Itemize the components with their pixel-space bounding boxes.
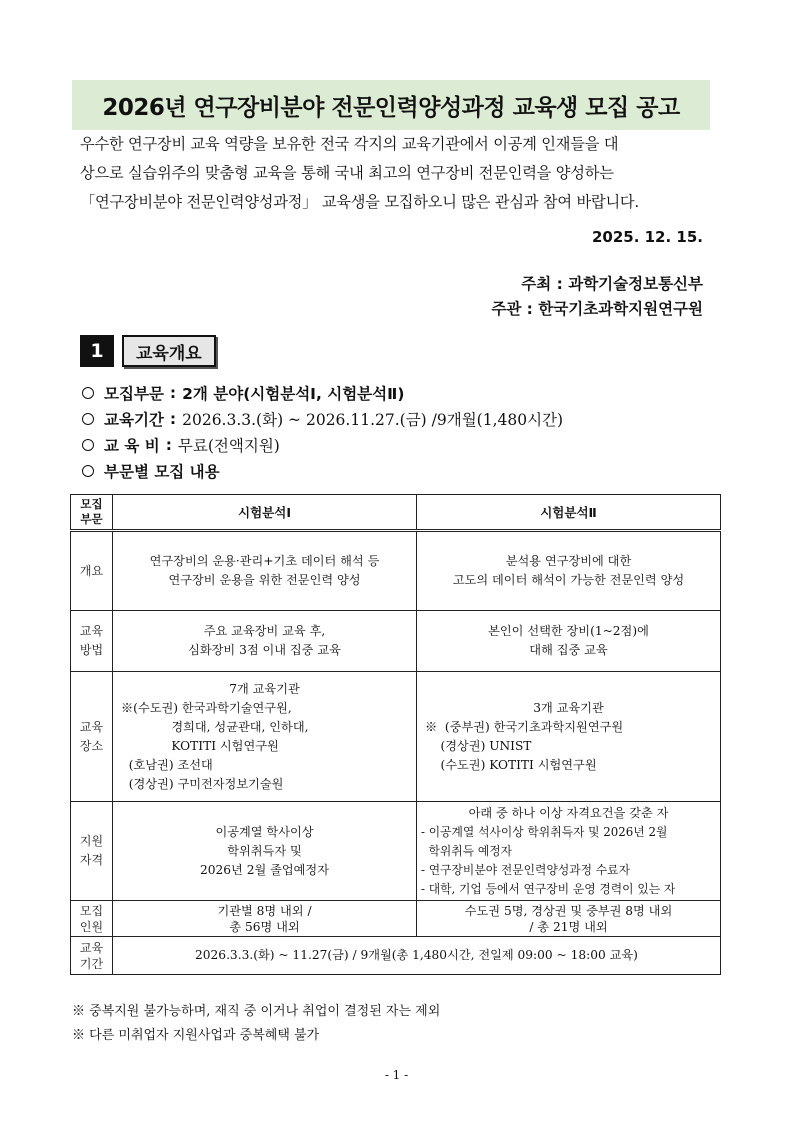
- page-number: - 1 -: [384, 1068, 409, 1082]
- overview-bullets: [80, 380, 720, 484]
- header-rowhead: 모집 부문: [71, 495, 113, 531]
- location-2-title: 3개 교육기관: [533, 700, 604, 715]
- location-2-body: ※ (중부권) 한국기초과학지원연구원 (경상권) UNIST (수도권) KOTITI 시험연구원: [425, 719, 624, 772]
- table-row-method: [71, 611, 721, 672]
- qualification-2-body: - 이공계열 석사이상 학위취득자 및 2026년 2월 학위취득 예정자 - 연구장비분야 전문인력양성과정 수료자 - 대학, 기업 등에서 연구장비 운영 경력이 있는 자: [421, 824, 676, 896]
- bullet-label: 모집부문: [104, 385, 164, 403]
- bullet-value: 무료(전액지원): [177, 437, 280, 455]
- intro-paragraph: [80, 130, 708, 217]
- intro-line: 「연구장비분야 전문인력양성과정」 교육생을 모집하오니 많은 관심과 참여 바랍니다.: [80, 193, 640, 211]
- cell-location-2: [417, 672, 721, 802]
- bullet-recruitment-details: [80, 458, 720, 484]
- bullet-label: 교 육 비: [104, 437, 160, 455]
- cell-location-1: [113, 672, 417, 802]
- cell-qualification-1: 이공계열 학사이상 학위취득자 및 2026년 2월 졸업예정자: [113, 802, 417, 901]
- row-label: 교육 장소: [71, 672, 113, 802]
- page-title: [72, 80, 710, 130]
- intro-line: 상으로 실습위주의 맞춤형 교육을 통해 국내 최고의 연구장비 전문인력을 양성하는: [80, 164, 614, 182]
- bullet-recruit-field: 모집부문 : 2개 분야(시험분석Ⅰ, 시험분석Ⅱ): [80, 380, 720, 406]
- row-label: 교육 기간: [71, 937, 113, 975]
- header-test-analysis-1: 시험분석Ⅰ: [113, 495, 417, 531]
- intro-line: 우수한 연구장비 교육 역량을 보유한 전국 각지의 교육기관에서 이공계 인재들을 대: [80, 135, 619, 153]
- circle-bullet-icon: [82, 439, 94, 451]
- cell-method-1: 주요 교육장비 교육 후, 심화장비 3점 이내 집중 교육: [113, 611, 417, 672]
- bullet-value: 2026.3.3.(화) ~ 2026.11.27.(금) /9개월(1,480시간): [182, 411, 564, 429]
- table-row-qualification: [71, 802, 721, 901]
- bullet-label: 교육기간: [104, 411, 164, 429]
- bullet-education-period: 교육기간 : 2026.3.3.(화) ~ 2026.11.27.(금) /9개월(1,480시간): [80, 406, 720, 432]
- cell-period: 2026.3.3.(화) ~ 11.27(금) / 9개월(총 1,480시간, 전일제 09:00 ~ 18:00 교육): [113, 937, 721, 975]
- table-row-quota: [71, 901, 721, 937]
- cell-overview-2: 분석용 연구장비에 대한 고도의 데이터 해석이 가능한 전문인력 양성: [417, 531, 721, 611]
- table-row-period: [71, 937, 721, 975]
- circle-bullet-icon: [82, 387, 94, 399]
- row-label: 개요: [71, 531, 113, 611]
- host-line: 주최 : 과학기술정보통신부: [521, 275, 703, 293]
- cell-quota-2: 수도권 5명, 경상권 및 중부권 8명 내외 / 총 21명 내외: [417, 901, 721, 937]
- row-label: 교육 방법: [71, 611, 113, 672]
- section-heading: [80, 335, 216, 367]
- header-test-analysis-2: 시험분석Ⅱ: [417, 495, 721, 531]
- bullet-label: 부문별 모집 내용: [104, 463, 220, 481]
- bullet-value: 2개 분야(시험분석Ⅰ, 시험분석Ⅱ): [182, 385, 405, 403]
- cell-method-2: 본인이 선택한 장비(1~2점)에 대해 집중 교육: [417, 611, 721, 672]
- row-label: 지원 자격: [71, 802, 113, 901]
- row-label: 모집 인원: [71, 901, 113, 937]
- location-1-title: 7개 교육기관: [229, 681, 300, 696]
- qualification-2-title: 아래 중 하나 이상 자격요건을 갖춘 자: [468, 805, 669, 820]
- organizer-line: 주관 : 한국기초과학지원연구원: [491, 300, 703, 318]
- table-row-location: [71, 672, 721, 802]
- table-header-row: [71, 495, 721, 531]
- note-line: ※ 다른 미취업자 지원사업과 중복혜택 불가: [72, 1028, 320, 1043]
- section-title: 교육개요: [122, 335, 216, 367]
- cell-quota-1: 기관별 8명 내외 / 총 56명 내외: [113, 901, 417, 937]
- circle-bullet-icon: [82, 465, 94, 477]
- note-line: ※ 중복지원 불가능하며, 재직 중 이거나 취업이 결정된 자는 제외: [72, 1004, 441, 1019]
- cell-overview-1: 연구장비의 운용·관리+기초 데이터 해석 등 연구장비 운용을 위한 전문인력 양성: [113, 531, 417, 611]
- section-number: 1: [80, 335, 114, 367]
- circle-bullet-icon: [82, 413, 94, 425]
- cell-qualification-2: [417, 802, 721, 901]
- notes: [72, 1000, 440, 1048]
- location-1-body: ※(수도권) 한국과학기술연구원, 경희대, 성균관대, 인하대, KOTITI 시험연구원 (호남권) 조선대 (경상권) 구미전자정보기술원: [121, 700, 309, 791]
- title-text: 2026년 연구장비분야 전문인력양성과정 교육생 모집 공고: [102, 94, 680, 121]
- announcement-date: 2025. 12. 15.: [591, 228, 703, 246]
- recruitment-table: [70, 494, 721, 975]
- table-row-overview: [71, 531, 721, 611]
- bullet-tuition: 교 육 비 : 무료(전액지원): [80, 432, 720, 458]
